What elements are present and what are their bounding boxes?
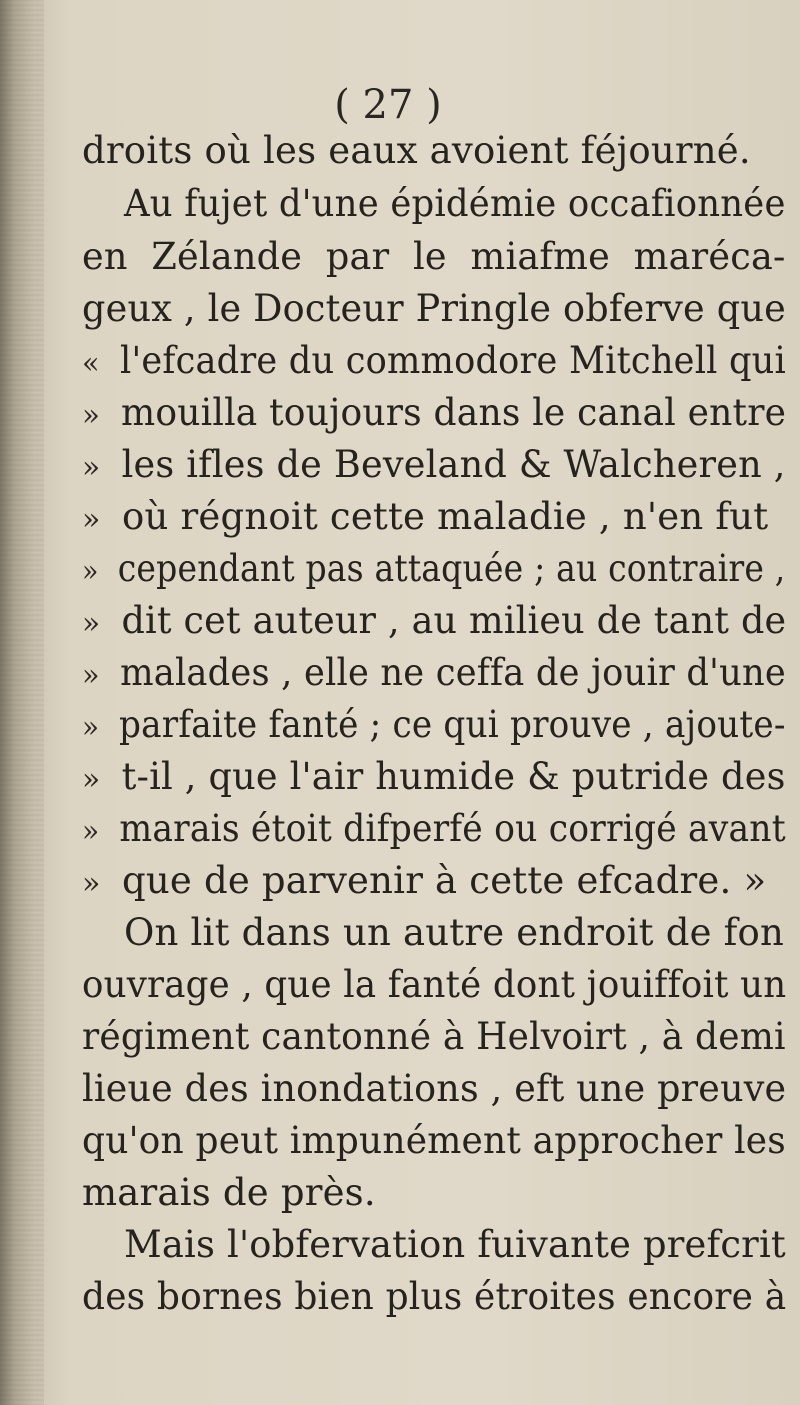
quoted-line [82,443,786,486]
text-line: l'efcadre du commodore Mitchell qui [120,339,786,382]
quote-mark: » [82,398,101,433]
text-line: ouvrage , que la fanté dont jouiffoit un [82,963,787,1006]
quote-mark: » [82,658,100,693]
text-line: On lit dans un autre endroit de fon [124,911,785,954]
quoted-line [82,495,769,538]
text-line: parfaite fanté ; ce qui prouve , ajoute- [119,703,786,746]
text-line: t-il , que l'air humide & putride des [121,755,786,798]
quote-mark: » [82,866,101,901]
page-number: ( 27 ) [334,82,442,128]
quote-mark: » [82,606,101,641]
quoted-line [82,703,786,746]
text-line: où régnoit cette maladie , n'en fut [122,495,769,538]
text-line: Au fujet d'une épidémie occafionnée [124,182,786,225]
text-line: des bornes bien plus étroites encore à [82,1275,787,1318]
quote-mark: » [82,502,101,537]
text-line: que de parvenir à cette efcadre. » [122,859,767,902]
text-line: mouilla toujours dans le canal entre [120,391,787,434]
text-line: droits où les eaux avoient féjourné. [82,129,751,172]
text-line: Mais l'obfervation fuivante prefcrit [124,1223,786,1266]
text-line: cependant pas attaquée ; au contraire , [117,547,786,590]
quote-mark: » [82,450,101,485]
text-line: geux , le Docteur Pringle obferve que [82,287,786,330]
binding-edge [0,0,44,1405]
quote-mark: » [82,762,101,797]
text-line: qu'on peut impunément approcher les [82,1119,786,1162]
quoted-line [82,651,786,694]
quoted-line [82,339,786,382]
quote-mark: » [82,814,100,849]
quote-mark: « [82,346,100,381]
text-line: en Zélande par le miafme maréca- [82,235,786,278]
quoted-line [82,755,786,798]
text-line: lieue des inondations , eft une preuve [82,1067,787,1110]
text-line: marais de près. [82,1171,376,1214]
text-line: les ifles de Beveland & Walcheren , [121,443,786,486]
text-line: marais étoit difperfé ou corrigé avant [119,807,786,850]
quoted-line [82,391,787,434]
quoted-line [82,547,786,590]
quote-mark: » [82,710,100,745]
text-line: régiment cantonné à Helvoirt , à demi [82,1015,786,1058]
quote-mark: » [82,554,99,589]
quoted-line [82,807,786,850]
text-line: dit cet auteur , au milieu de tant de [121,599,787,642]
text-line: malades , elle ne ceffa de jouir d'une [120,651,786,694]
quoted-line [82,859,767,902]
quoted-line [82,599,787,642]
